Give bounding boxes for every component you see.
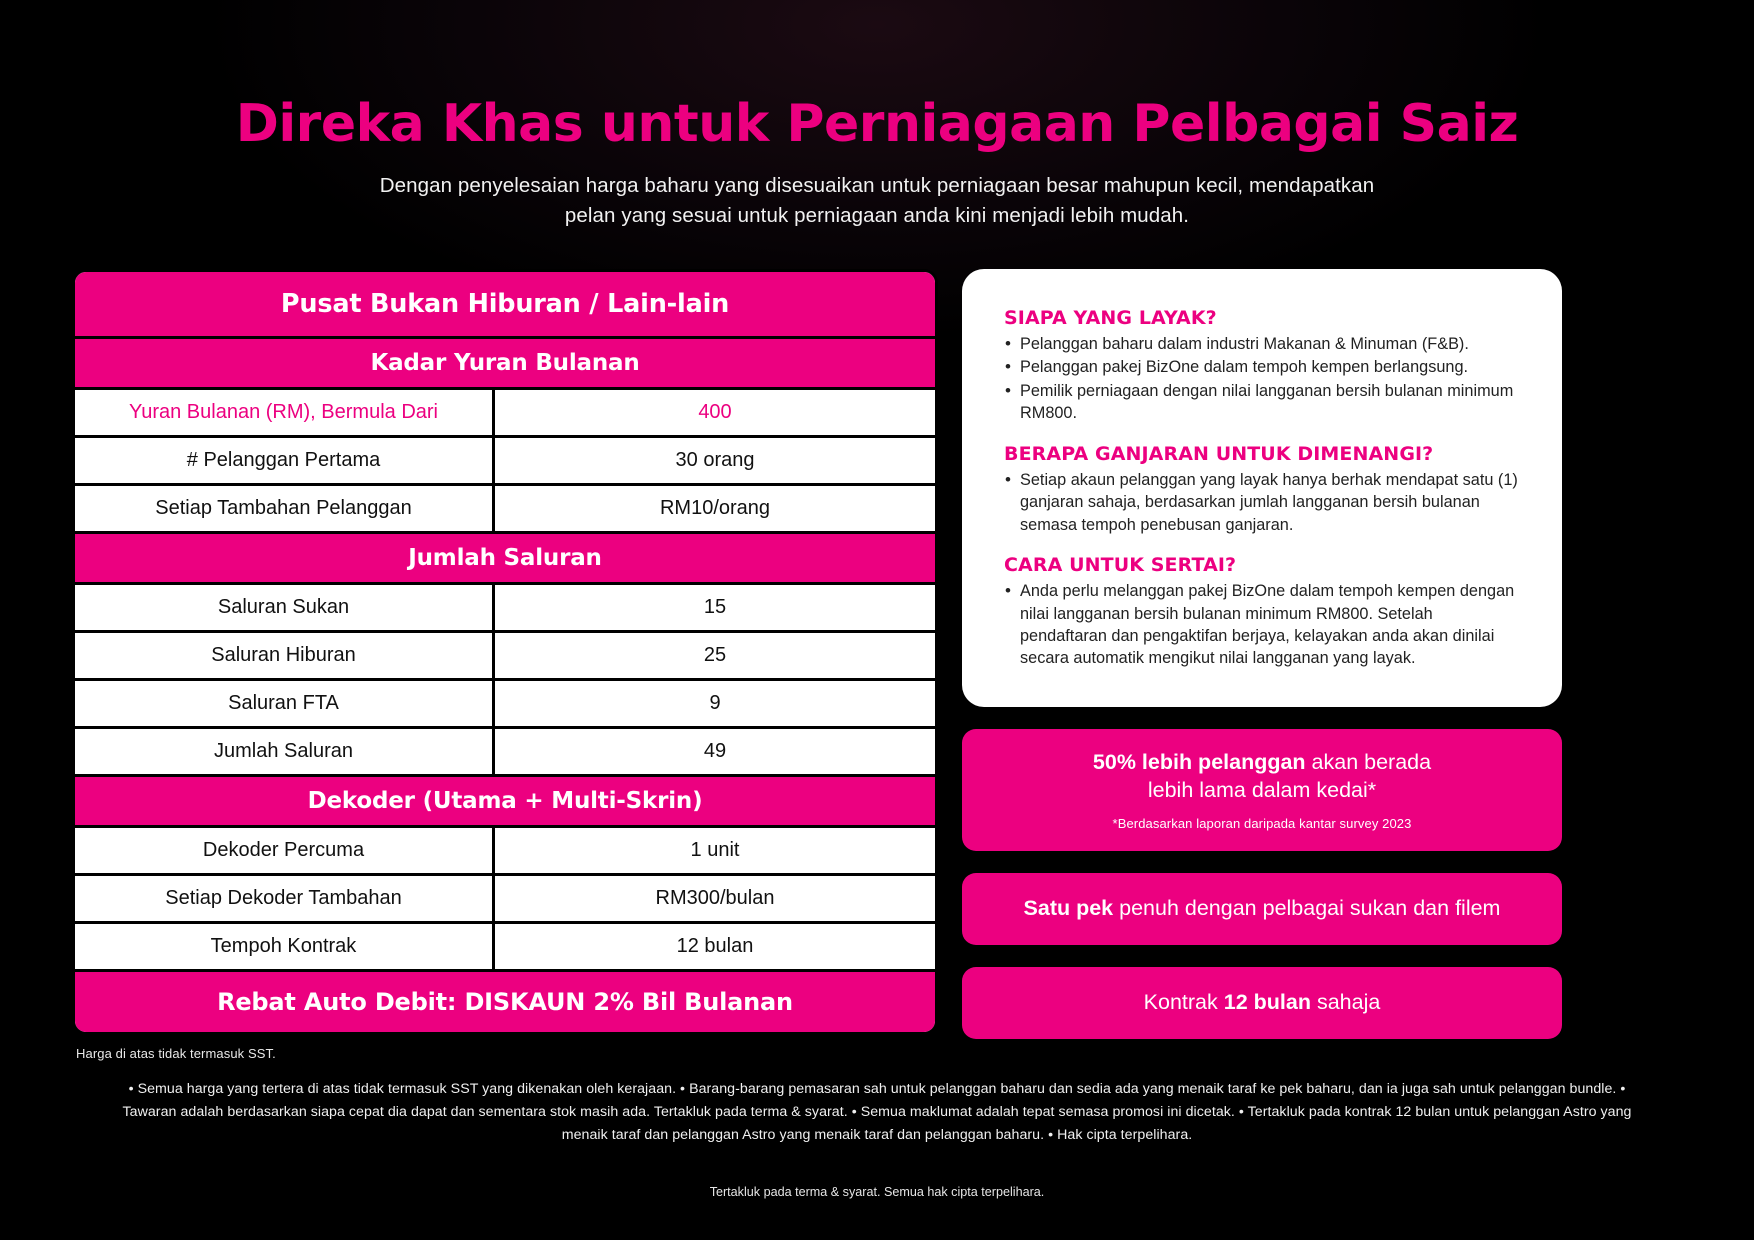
promo-contract xyxy=(962,967,1562,1039)
table-row xyxy=(75,438,935,486)
main-content xyxy=(0,269,1754,1061)
header xyxy=(0,0,1754,231)
row-label: Saluran Hiburan xyxy=(75,633,495,678)
table-row xyxy=(75,924,935,972)
pricing-table-column xyxy=(72,269,938,1061)
promo-customer-dwell xyxy=(962,729,1562,851)
row-value: 1 unit xyxy=(495,828,935,873)
promo-rest-text: sahaja xyxy=(1310,989,1381,1014)
row-label: Saluran FTA xyxy=(75,681,495,726)
row-value: 30 orang xyxy=(495,438,935,483)
table-note: Harga di atas tidak termasuk SST. xyxy=(76,1045,276,1061)
section-list xyxy=(1004,580,1522,670)
section-how-to-join xyxy=(1004,554,1522,670)
promo-footnote: *Berdasarkan laporan daripada kantar survey 2023 xyxy=(1112,815,1412,831)
row-label: Jumlah Saluran xyxy=(75,729,495,774)
promo-pre-text: Kontrak xyxy=(1143,989,1224,1014)
row-value: RM10/orang xyxy=(495,486,935,531)
pricing-table xyxy=(72,269,938,1035)
table-row xyxy=(75,729,935,777)
section-list xyxy=(1004,469,1522,536)
promo-line-2: lebih lama dalam kedai* xyxy=(1147,777,1377,802)
table-footer-row xyxy=(75,972,935,1032)
promo-headline xyxy=(982,989,1542,1017)
section-rewards xyxy=(1004,443,1522,536)
row-label: Saluran Sukan xyxy=(75,585,495,630)
promo-bold-text: 50% lebih pelanggan xyxy=(1092,749,1306,774)
table-section-header-1 xyxy=(75,339,935,390)
row-label: Dekoder Percuma xyxy=(75,828,495,873)
table-title: Pusat Bukan Hiburan / Lain-lain xyxy=(75,272,935,336)
table-row xyxy=(75,681,935,729)
eligibility-card xyxy=(962,269,1562,707)
table-row xyxy=(75,585,935,633)
row-label: # Pelanggan Pertama xyxy=(75,438,495,483)
section-label-decoder: Dekoder (Utama + Multi-Skrin) xyxy=(75,777,935,825)
table-row xyxy=(75,828,935,876)
table-section-header-2 xyxy=(75,534,935,585)
row-label: Tempoh Kontrak xyxy=(75,924,495,969)
promo-headline xyxy=(982,895,1542,923)
table-section-header-3 xyxy=(75,777,935,828)
table-title-row xyxy=(75,272,935,339)
section-label-monthly-fee: Kadar Yuran Bulanan xyxy=(75,339,935,387)
promo-headline xyxy=(982,749,1542,805)
section-title: CARA UNTUK SERTAI? xyxy=(1004,554,1237,577)
list-item: • Pemilik perniagaan dengan nilai langganan bersih bulanan minimum RM800. xyxy=(1004,380,1522,425)
table-row xyxy=(75,390,935,438)
row-value: 400 xyxy=(495,390,935,435)
promo-bold-text: 12 bulan xyxy=(1223,989,1311,1014)
row-value: 25 xyxy=(495,633,935,678)
list-item: • Pelanggan pakej BizOne dalam tempoh kempen berlangsung. xyxy=(1004,356,1522,378)
page-title: Direka Khas untuk Perniagaan Pelbagai Saiz xyxy=(235,94,1519,154)
disclaimer-text: • Semua harga yang tertera di atas tidak termasuk SST yang dikenakan oleh kerajaan. • Barang-barang pemasaran sah untuk pelanggan baharu dan sedia ada yang menaik taraf ke pek baharu, dan ia juga sah untuk pelanggan bundle. • Tawaran adalah berdasarkan siapa cepat dia dapat dan sementara stok masih ada. Tertakluk pada terma & syarat. • Semua maklumat adalah tepat semasa promosi ini dicetak. • Tertakluk pada kontrak 12 bulan untuk pelanggan Astro yang menaik taraf dan pelanggan Astro yang menaik taraf dan pelanggan baharu. • Hak cipta terpelihara. xyxy=(122,1081,1632,1143)
legal-text: Tertakluk pada terma & syarat. Semua hak cipta terpelihara. xyxy=(709,1185,1045,1199)
subtitle-line-2: pelan yang sesuai untuk perniagaan anda kini menjadi lebih mudah. xyxy=(564,203,1190,227)
promo-full-pack xyxy=(962,873,1562,945)
row-value: 9 xyxy=(495,681,935,726)
list-item: • Setiap akaun pelanggan yang layak hanya berhak mendapat satu (1) ganjaran sahaja, berdasarkan jumlah langganan bersih bulanan semasa tempoh penebusan ganjaran. xyxy=(1004,469,1522,536)
table-row xyxy=(75,876,935,924)
table-row xyxy=(75,486,935,534)
row-value: 15 xyxy=(495,585,935,630)
info-column xyxy=(962,269,1562,1039)
row-value: 49 xyxy=(495,729,935,774)
list-item: • Pelanggan baharu dalam industri Makanan & Minuman (F&B). xyxy=(1004,333,1522,355)
promo-bold-text: Satu pek xyxy=(1023,895,1114,920)
promo-rest-text: penuh dengan pelbagai sukan dan filem xyxy=(1113,895,1501,920)
row-value: 12 bulan xyxy=(495,924,935,969)
row-label: Setiap Tambahan Pelanggan xyxy=(75,486,495,531)
promo-rest-text: akan berada xyxy=(1305,749,1432,774)
list-item: • Anda perlu melanggan pakej BizOne dalam tempoh kempen dengan nilai langganan bersih bulanan minimum RM800. Setelah pendaftaran dan pengaktifan berjaya, kelayakan anda akan dinilai secara automatik mengikut nilai langganan yang layak. xyxy=(1004,580,1522,670)
section-label-total-channels: Jumlah Saluran xyxy=(75,534,935,582)
row-label: Yuran Bulanan (RM), Bermula Dari xyxy=(75,390,495,435)
table-row xyxy=(75,633,935,681)
subtitle-line-1: Dengan penyelesaian harga baharu yang disesuaikan untuk perniagaan besar mahupun kecil, mendapatkan xyxy=(379,174,1375,198)
section-list xyxy=(1004,333,1522,425)
auto-debit-rebate-banner: Rebat Auto Debit: DISKAUN 2% Bil Bulanan xyxy=(75,972,935,1032)
row-label: Setiap Dekoder Tambahan xyxy=(75,876,495,921)
section-title: BERAPA GANJARAN UNTUK DIMENANGI? xyxy=(1004,442,1434,465)
row-value: RM300/bulan xyxy=(495,876,935,921)
section-title: SIAPA YANG LAYAK? xyxy=(1004,306,1217,329)
page-subtitle xyxy=(0,171,1754,230)
section-who-qualifies xyxy=(1004,307,1522,425)
